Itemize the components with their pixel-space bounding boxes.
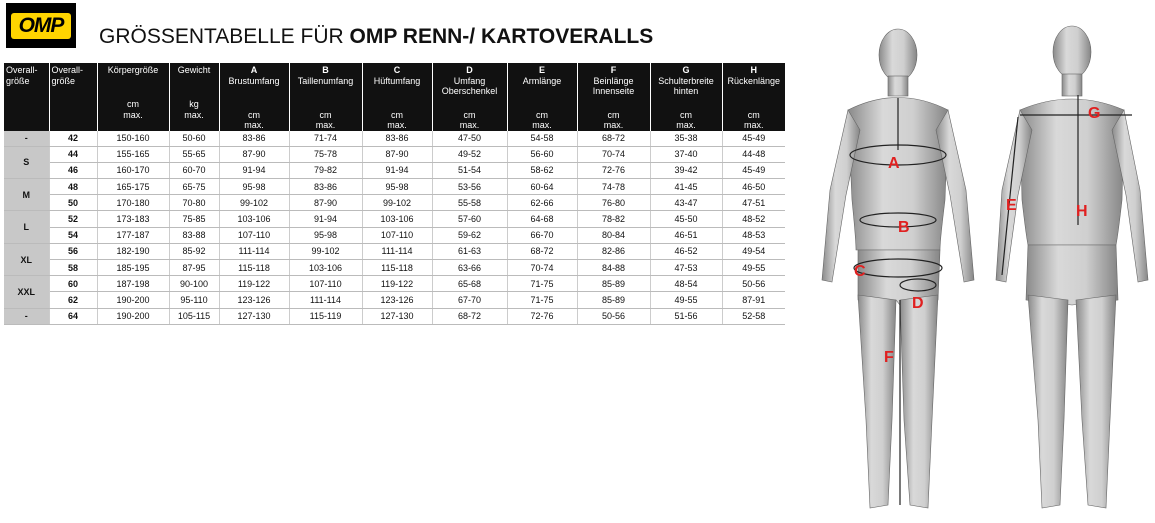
size-group-cell: -: [4, 308, 49, 324]
column-unit: cm: [747, 109, 760, 120]
table-row: [4, 260, 785, 276]
table-row: [4, 131, 785, 147]
table-cell: 182-190: [97, 243, 169, 259]
overall-size-cell: 52: [49, 211, 97, 227]
table-body: [4, 131, 785, 325]
column-letter: E: [538, 65, 545, 75]
table-cell: 103-106: [289, 260, 362, 276]
table-row: [4, 227, 785, 243]
omp-logo: [6, 3, 76, 48]
table-cell: 37-40: [650, 146, 722, 162]
overall-size-cell: 56: [49, 243, 97, 259]
marker-c: C: [854, 263, 866, 280]
body-measurement-figure: [800, 0, 1155, 523]
column-label: Hüftumfang: [373, 75, 421, 86]
table-cell: 41-45: [650, 179, 722, 195]
table-cell: 119-122: [219, 276, 289, 292]
size-group-cell: M: [4, 179, 49, 211]
column-letter: A: [250, 65, 258, 75]
table-header: [4, 63, 785, 131]
table-cell: 45-49: [722, 162, 785, 178]
table-cell: 83-86: [362, 131, 432, 147]
table-cell: 47-53: [650, 260, 722, 276]
table-cell: 111-114: [289, 292, 362, 308]
column-letter: D: [466, 65, 473, 75]
back-body-figure: [996, 26, 1148, 508]
table-cell: 50-60: [169, 131, 219, 147]
overall-size-cell: 64: [49, 308, 97, 324]
table-cell: 58-62: [507, 162, 577, 178]
table-cell: 165-175: [97, 179, 169, 195]
table-cell: 107-110: [289, 276, 362, 292]
column-label: Beinlänge Innenseite: [592, 75, 635, 96]
omp-logo-badge: [11, 13, 71, 39]
omp-logo-text: OMP: [18, 13, 64, 37]
table-cell: 60-64: [507, 179, 577, 195]
table-cell: 59-62: [432, 227, 507, 243]
column-header: [219, 63, 289, 131]
column-header: [289, 63, 362, 131]
table-cell: 46-52: [650, 243, 722, 259]
table-cell: 53-56: [432, 179, 507, 195]
table-cell: 72-76: [577, 162, 650, 178]
table-cell: 87-95: [169, 260, 219, 276]
table-cell: 155-165: [97, 146, 169, 162]
table-cell: 85-89: [577, 276, 650, 292]
table-cell: 66-70: [507, 227, 577, 243]
table-cell: 45-50: [650, 211, 722, 227]
column-label: Umfang Oberschenkel: [441, 75, 498, 96]
column-max: max.: [315, 120, 336, 130]
table-cell: 82-86: [577, 243, 650, 259]
overall-size-cell: 58: [49, 260, 97, 276]
table-cell: 60-70: [169, 162, 219, 178]
table-cell: 119-122: [362, 276, 432, 292]
table-cell: 35-38: [650, 131, 722, 147]
table-cell: 83-86: [219, 131, 289, 147]
table-cell: 55-65: [169, 146, 219, 162]
table-cell: 50-56: [722, 276, 785, 292]
table-cell: 51-56: [650, 308, 722, 324]
table-cell: 123-126: [362, 292, 432, 308]
table-cell: 48-54: [650, 276, 722, 292]
table-cell: 95-98: [289, 227, 362, 243]
table-cell: 49-52: [432, 146, 507, 162]
table-cell: 49-55: [650, 292, 722, 308]
table-row: [4, 146, 785, 162]
column-max: max.: [743, 120, 764, 130]
column-label: Overall-größe: [51, 65, 84, 86]
table-cell: 48-52: [722, 211, 785, 227]
table-cell: 45-49: [722, 131, 785, 147]
column-label: Armlänge: [522, 75, 562, 86]
column-unit: cm: [463, 109, 476, 120]
table-cell: 127-130: [362, 308, 432, 324]
overall-size-cell: 48: [49, 179, 97, 195]
column-label: Schulterbreite hinten: [658, 75, 714, 96]
table-cell: 62-66: [507, 195, 577, 211]
table-row: [4, 162, 785, 178]
size-group-cell: -: [4, 131, 49, 147]
column-header: [577, 63, 650, 131]
table-cell: 49-55: [722, 260, 785, 276]
table-cell: 50-56: [577, 308, 650, 324]
table-cell: 48-53: [722, 227, 785, 243]
table-cell: 51-54: [432, 162, 507, 178]
table-cell: 160-170: [97, 162, 169, 178]
table-cell: 63-66: [432, 260, 507, 276]
table-cell: 52-58: [722, 308, 785, 324]
table-cell: 78-82: [577, 211, 650, 227]
table-cell: 49-54: [722, 243, 785, 259]
table-cell: 85-89: [577, 292, 650, 308]
column-header: [507, 63, 577, 131]
table-cell: 75-85: [169, 211, 219, 227]
table-cell: 68-72: [507, 243, 577, 259]
table-cell: 115-118: [362, 260, 432, 276]
column-header: [169, 63, 219, 131]
table-cell: 65-75: [169, 179, 219, 195]
table-cell: 99-102: [219, 195, 289, 211]
column-letter: G: [682, 65, 690, 75]
table-cell: 85-92: [169, 243, 219, 259]
table-cell: 83-88: [169, 227, 219, 243]
table-cell: 47-51: [722, 195, 785, 211]
header-row: [4, 63, 785, 131]
column-unit: cm: [607, 109, 620, 120]
table-cell: 57-60: [432, 211, 507, 227]
table-row: [4, 276, 785, 292]
column-header: [650, 63, 722, 131]
table-cell: 39-42: [650, 162, 722, 178]
table-cell: 185-195: [97, 260, 169, 276]
table-cell: 54-58: [507, 131, 577, 147]
table-cell: 99-102: [362, 195, 432, 211]
table-cell: 170-180: [97, 195, 169, 211]
table-cell: 103-106: [219, 211, 289, 227]
column-unit: cm: [391, 109, 403, 120]
column-letter: C: [393, 65, 401, 75]
table-cell: 74-78: [577, 179, 650, 195]
column-unit: cm: [248, 109, 260, 120]
column-unit: cm: [127, 99, 139, 109]
column-max: max.: [244, 120, 264, 130]
table-cell: 47-50: [432, 131, 507, 147]
table-cell: 99-102: [289, 243, 362, 259]
column-max: max.: [387, 120, 407, 130]
column-header: [362, 63, 432, 131]
table-cell: 72-76: [507, 308, 577, 324]
size-group-cell: S: [4, 146, 49, 178]
column-letter: B: [322, 65, 329, 75]
column-header: [722, 63, 785, 131]
table-cell: 173-183: [97, 211, 169, 227]
table-cell: 70-74: [507, 260, 577, 276]
table-cell: 103-106: [362, 211, 432, 227]
table-row: [4, 179, 785, 195]
table-cell: 75-78: [289, 146, 362, 162]
table-row: [4, 195, 785, 211]
marker-f: F: [884, 349, 894, 366]
column-label: Gewicht: [177, 65, 211, 75]
column-label: Rückenlänge: [727, 75, 781, 86]
table-cell: 177-187: [97, 227, 169, 243]
column-header: [432, 63, 507, 131]
overall-size-cell: 44: [49, 146, 97, 162]
overall-size-cell: 46: [49, 162, 97, 178]
table-cell: 64-68: [507, 211, 577, 227]
table-cell: 46-51: [650, 227, 722, 243]
table-cell: 95-110: [169, 292, 219, 308]
size-group-cell: L: [4, 211, 49, 243]
page-title: [99, 25, 653, 49]
marker-e: E: [1006, 197, 1017, 214]
table-cell: 87-91: [722, 292, 785, 308]
table-cell: 111-114: [362, 243, 432, 259]
column-label: Körpergröße: [107, 65, 159, 75]
table-cell: 187-198: [97, 276, 169, 292]
table-cell: 71-75: [507, 276, 577, 292]
table-cell: 115-118: [219, 260, 289, 276]
column-header: [4, 63, 49, 131]
column-unit: cm: [536, 109, 548, 120]
column-max: max.: [123, 109, 143, 120]
marker-b: B: [898, 219, 910, 236]
table-cell: 43-47: [650, 195, 722, 211]
size-group-cell: XXL: [4, 276, 49, 308]
column-max: max.: [603, 120, 624, 130]
table-cell: 127-130: [219, 308, 289, 324]
table-cell: 68-72: [432, 308, 507, 324]
column-unit: cm: [319, 109, 332, 120]
table-cell: 95-98: [219, 179, 289, 195]
overall-size-cell: 50: [49, 195, 97, 211]
title-bold: OMP RENN-/ KARTOVERALLS: [349, 25, 654, 48]
table-cell: 68-72: [577, 131, 650, 147]
table-cell: 190-200: [97, 292, 169, 308]
column-max: max.: [184, 109, 204, 120]
table-cell: 95-98: [362, 179, 432, 195]
marker-g: G: [1088, 105, 1101, 122]
table-cell: 107-110: [362, 227, 432, 243]
column-header: [97, 63, 169, 131]
table-cell: 67-70: [432, 292, 507, 308]
table-cell: 91-94: [362, 162, 432, 178]
table-cell: 111-114: [219, 243, 289, 259]
overall-size-cell: 60: [49, 276, 97, 292]
column-letter: F: [610, 65, 617, 75]
table-cell: 71-74: [289, 131, 362, 147]
table-row: [4, 308, 785, 324]
table-cell: 46-50: [722, 179, 785, 195]
size-chart-table: [4, 63, 785, 325]
table-cell: 80-84: [577, 227, 650, 243]
table-cell: 55-58: [432, 195, 507, 211]
column-header: [49, 63, 97, 131]
marker-a: A: [888, 155, 900, 172]
size-group-cell: XL: [4, 243, 49, 275]
table-cell: 65-68: [432, 276, 507, 292]
column-label: Taillenumfang: [297, 75, 354, 86]
overall-size-cell: 42: [49, 131, 97, 147]
table-cell: 87-90: [362, 146, 432, 162]
table-cell: 44-48: [722, 146, 785, 162]
table-cell: 70-80: [169, 195, 219, 211]
column-unit: cm: [680, 109, 692, 120]
column-max: max.: [532, 120, 552, 130]
table-cell: 70-74: [577, 146, 650, 162]
table-row: [4, 292, 785, 308]
overall-size-cell: 62: [49, 292, 97, 308]
column-label: Brustumfang: [228, 75, 280, 86]
table-cell: 71-75: [507, 292, 577, 308]
table-cell: 61-63: [432, 243, 507, 259]
marker-d: D: [912, 295, 924, 312]
overall-size-cell: 54: [49, 227, 97, 243]
column-letter: H: [750, 65, 757, 75]
column-max: max.: [676, 120, 696, 130]
table-cell: 91-94: [219, 162, 289, 178]
table-cell: 91-94: [289, 211, 362, 227]
marker-h: H: [1076, 203, 1088, 220]
table-cell: 87-90: [289, 195, 362, 211]
table-cell: 105-115: [169, 308, 219, 324]
column-label: Overall-größe: [6, 65, 38, 86]
table-cell: 76-80: [577, 195, 650, 211]
table-cell: 84-88: [577, 260, 650, 276]
table-cell: 90-100: [169, 276, 219, 292]
table-cell: 190-200: [97, 308, 169, 324]
table-cell: 83-86: [289, 179, 362, 195]
column-max: max.: [459, 120, 480, 130]
table-cell: 150-160: [97, 131, 169, 147]
table-cell: 115-119: [289, 308, 362, 324]
table-cell: 56-60: [507, 146, 577, 162]
table-row: [4, 211, 785, 227]
table-row: [4, 243, 785, 259]
table-cell: 87-90: [219, 146, 289, 162]
table-cell: 107-110: [219, 227, 289, 243]
table-cell: 123-126: [219, 292, 289, 308]
title-prefix: GRÖSSENTABELLE FÜR: [99, 25, 350, 48]
column-unit: kg: [189, 99, 199, 109]
table-cell: 79-82: [289, 162, 362, 178]
